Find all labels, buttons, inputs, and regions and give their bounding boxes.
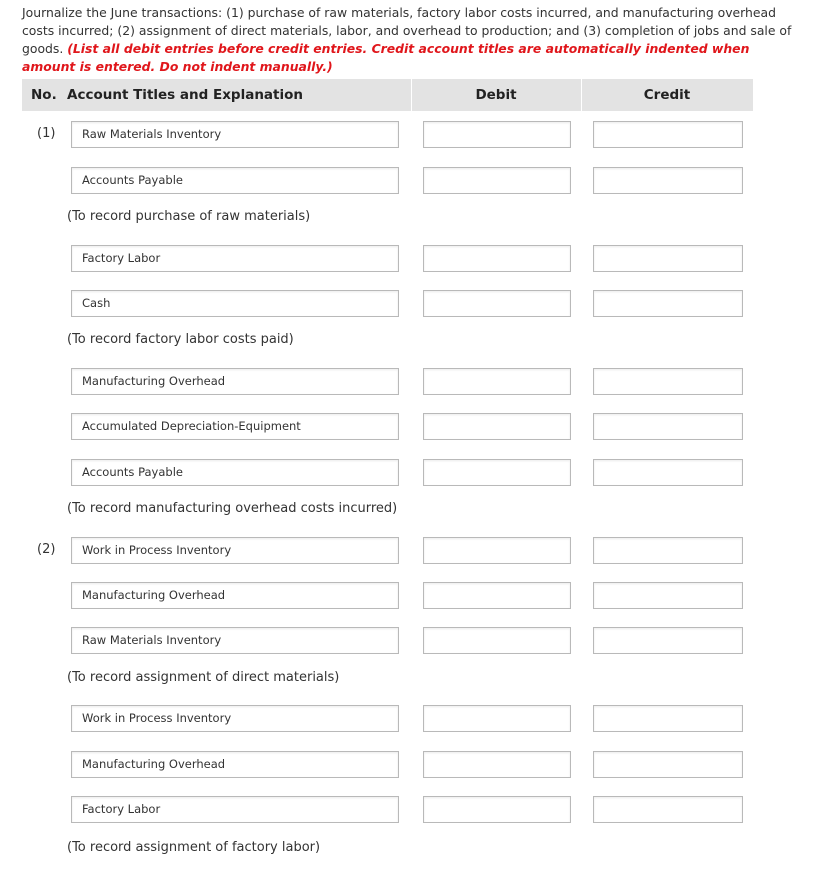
instructions bbox=[22, 4, 792, 76]
account-title-input[interactable]: Accounts Payable bbox=[71, 459, 399, 486]
credit-input[interactable] bbox=[593, 627, 743, 654]
debit-input[interactable] bbox=[423, 705, 571, 732]
credit-input[interactable] bbox=[593, 121, 743, 148]
entry-explanation: (To record assignment of factory labor) bbox=[67, 840, 321, 855]
entry-explanation: (To record manufacturing overhead costs incurred) bbox=[67, 501, 398, 516]
debit-input[interactable] bbox=[423, 245, 571, 272]
account-title-input[interactable]: Work in Process Inventory bbox=[71, 705, 399, 732]
credit-input[interactable] bbox=[593, 705, 743, 732]
entry-explanation: (To record factory labor costs paid) bbox=[67, 332, 294, 347]
debit-input[interactable] bbox=[423, 167, 571, 194]
instructions-emphasis: (List all debit entries before credit entries. Credit account titles are automatically indented when amount is entered. Do not indent manually.) bbox=[22, 41, 750, 74]
credit-input[interactable] bbox=[593, 167, 743, 194]
header-credit: Credit bbox=[643, 87, 691, 103]
entry-number: (1) bbox=[37, 126, 56, 141]
account-title-input[interactable]: Manufacturing Overhead bbox=[71, 751, 399, 778]
debit-input[interactable] bbox=[423, 413, 571, 440]
account-title-input[interactable]: Accounts Payable bbox=[71, 167, 399, 194]
credit-input[interactable] bbox=[593, 413, 743, 440]
header-debit: Debit bbox=[475, 87, 517, 103]
header-no: No. bbox=[31, 87, 57, 103]
account-title-input[interactable]: Work in Process Inventory bbox=[71, 537, 399, 564]
table-header bbox=[22, 79, 753, 111]
entry-explanation: (To record purchase of raw materials) bbox=[67, 209, 311, 224]
credit-input[interactable] bbox=[593, 459, 743, 486]
credit-input[interactable] bbox=[593, 796, 743, 823]
debit-input[interactable] bbox=[423, 627, 571, 654]
debit-input[interactable] bbox=[423, 796, 571, 823]
debit-input[interactable] bbox=[423, 121, 571, 148]
account-title-input[interactable]: Raw Materials Inventory bbox=[71, 121, 399, 148]
credit-input[interactable] bbox=[593, 290, 743, 317]
account-title-input[interactable]: Manufacturing Overhead bbox=[71, 368, 399, 395]
debit-input[interactable] bbox=[423, 751, 571, 778]
account-title-input[interactable]: Factory Labor bbox=[71, 245, 399, 272]
debit-input[interactable] bbox=[423, 537, 571, 564]
entry-number: (2) bbox=[37, 542, 56, 557]
debit-input[interactable] bbox=[423, 582, 571, 609]
credit-input[interactable] bbox=[593, 751, 743, 778]
account-title-input[interactable]: Raw Materials Inventory bbox=[71, 627, 399, 654]
debit-input[interactable] bbox=[423, 290, 571, 317]
account-title-input[interactable]: Manufacturing Overhead bbox=[71, 582, 399, 609]
credit-input[interactable] bbox=[593, 582, 743, 609]
debit-input[interactable] bbox=[423, 459, 571, 486]
account-title-input[interactable]: Factory Labor bbox=[71, 796, 399, 823]
instructions-text: Journalize the June transactions: (1) purchase of raw materials, factory labor costs incurred, and manufacturing overhead costs incurred; (2) assignment of direct materials, labor, and overhead to production; and (3) completion of jobs and sale of goods. bbox=[22, 5, 792, 56]
header-account-titles: Account Titles and Explanation bbox=[67, 87, 304, 103]
debit-input[interactable] bbox=[423, 368, 571, 395]
credit-input[interactable] bbox=[593, 368, 743, 395]
account-title-input[interactable]: Accumulated Depreciation-Equipment bbox=[71, 413, 399, 440]
entry-explanation: (To record assignment of direct materials) bbox=[67, 670, 340, 685]
credit-input[interactable] bbox=[593, 245, 743, 272]
account-title-input[interactable]: Cash bbox=[71, 290, 399, 317]
credit-input[interactable] bbox=[593, 537, 743, 564]
